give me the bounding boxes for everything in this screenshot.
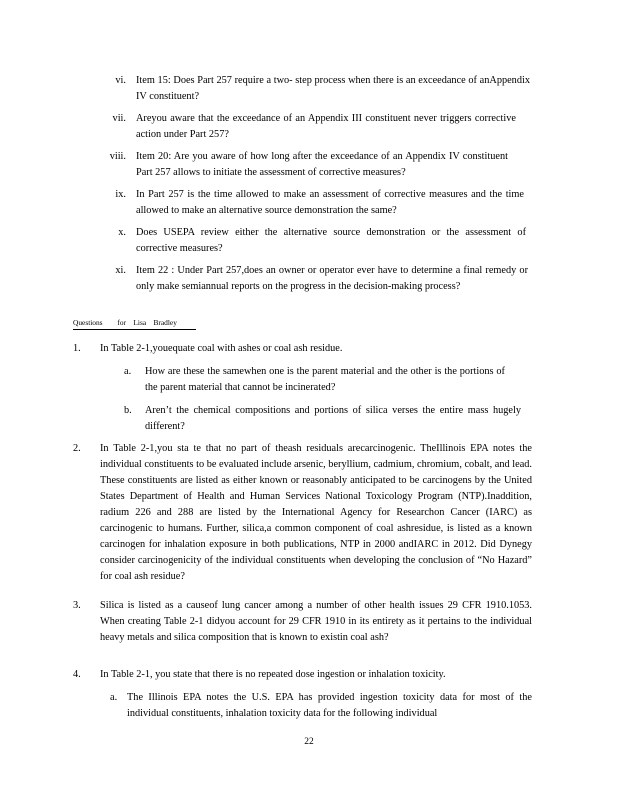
item-number: ix. (115, 189, 126, 200)
item-number: vi. (115, 75, 126, 86)
question-text: Does USEPA review either the alternative source demonstration or the assessment of corrective measures? (136, 227, 526, 254)
question-text: Areyou aware that the exceedance of an Appendix III constituent never triggers corrective action under Part 257? (136, 113, 516, 140)
page-number: 22 (304, 737, 314, 747)
question-number: 4. (73, 669, 81, 680)
question-text: Item 20: Are you aware of how long after the exceedance of an Appendix IV constituent Part 257 allows to initiate the assessment of corrective measures? (136, 151, 508, 178)
question-text: Item 22 : Under Part 257,does an owner or operator ever have to determine a final remedy or only make semiannual reports on the progress in the decision-making process? (136, 265, 528, 292)
section-heading (73, 317, 196, 330)
sub-item-label: b. (124, 405, 132, 416)
heading-word: Bradley (153, 318, 177, 327)
item-number: vii. (112, 113, 126, 124)
question-text: Silica is listed as a causeof lung cancer among a number of other health issues 29 CFR 1910.1053. When creating Table 2-1 didyou account for 29 CFR 1910 in its entirety as it pertains to the individual heavy metals and silica composition that is known to existin coal ash? (100, 600, 532, 643)
question-text: In Table 2-1, you state that there is no repeated dose ingestion or inhalation toxicity. (100, 669, 446, 680)
question-text: Item 15: Does Part 257 require a two- step process when there is an exceedance of anAppendix IV constituent? (136, 75, 530, 102)
question-text: In Part 257 is the time allowed to make an assessment of corrective measures and the time allowed to make an alternative source demonstration the same? (136, 189, 524, 216)
sub-item-label: a. (110, 692, 118, 703)
item-number: viii. (109, 151, 126, 162)
item-number: x. (118, 227, 126, 238)
question-number: 2. (73, 443, 81, 454)
question-number: 1. (73, 343, 81, 354)
question-text: In Table 2-1,you sta te that no part of theash residuals arecarcinogenic. TheIllinois EPA notes the individual constituents to be evaluated include arsenic, beryllium, cadmium, chromium, cobalt, and lead. These constituents are listed as either known or reasonably anticipated to be carcinogens by the United States Department of Health and Human Services National Toxicology Program (NTP).Inaddition, radium 226 and 288 are listed by the International Agency for Researchon Cancer (IARC) as carcinogenic to humans. Further, silica,a common component of coal ashresidue, is listed as a known carcinogen for inhalation exposure in both publications, NTP in 2000 andIARC in 2012. Did Dynegy consider carcinogenicity of the individual constituents when developing the conclusion of “No Hazard” for coal ash residue? (100, 443, 532, 582)
question-number: 3. (73, 600, 81, 611)
heading-word: Lisa (133, 318, 147, 327)
sub-question-text: How are these the samewhen one is the parent material and the other is the portions of the parent material that cannot be incinerated? (145, 366, 505, 393)
question-text: In Table 2-1,youequate coal with ashes or coal ash residue. (100, 343, 343, 354)
item-number: xi. (115, 265, 126, 276)
sub-item-label: a. (124, 366, 132, 377)
heading-word: Questions (73, 318, 103, 327)
heading-word: for (117, 318, 126, 327)
sub-question-text: Aren’t the chemical compositions and portions of silica verses the entire mass hugely different? (145, 405, 521, 432)
sub-question-text: The Illinois EPA notes the U.S. EPA has provided ingestion toxicity data for most of the individual constituents, inhalation toxicity data for the following individual (127, 692, 532, 719)
